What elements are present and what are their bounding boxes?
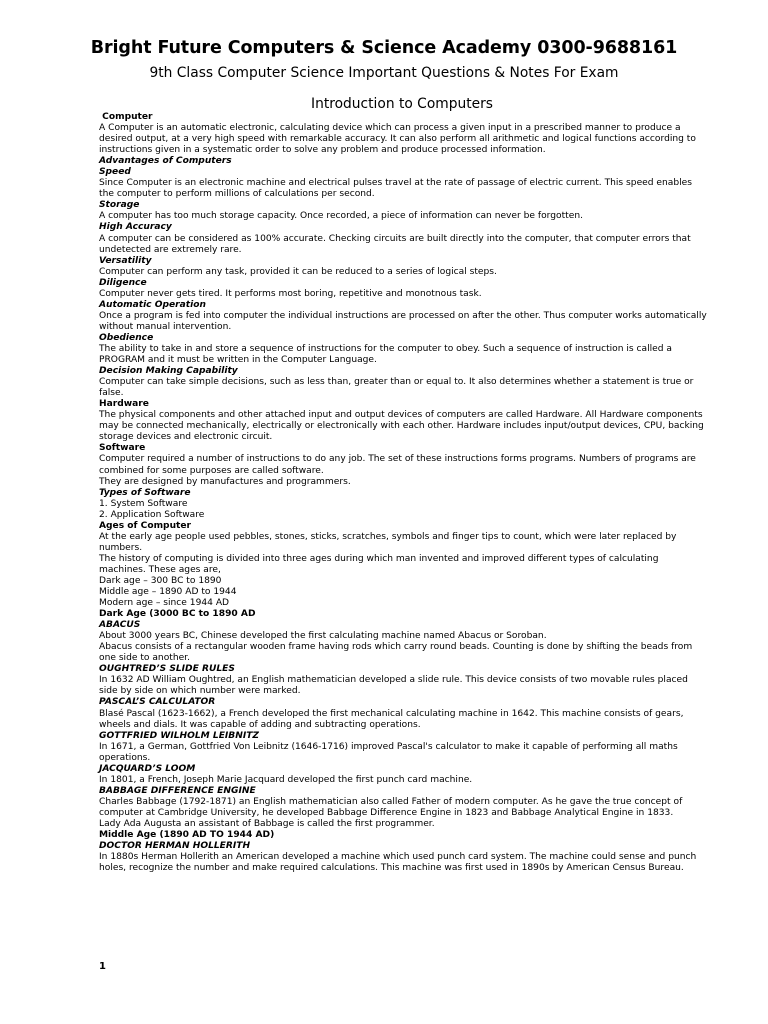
document-subtitle: 9th Class Computer Science Important Questions & Notes For Exam: [149, 65, 619, 81]
paragraph: Since Computer is an electronic machine and electrical pulses travel at the rate of passage of electric current. This speed enables the computer to perform millions of calculations per second.: [99, 178, 692, 200]
list-item: Dark age – 300 BC to 1890: [99, 575, 222, 586]
paragraph: In 1632 AD William Oughtred, an English mathematician developed a slide rule. This device consists of two movable rules placed side by side on which number were marked.: [99, 675, 688, 697]
paragraph: Charles Babbage (1792-1871) an English mathematician also called Father of modern computer. As he gave the true concept of computer at Cambridge University, he developed Babbage Difference Engine in 1823 and Babbage Analytical Engine in 1833.: [99, 796, 683, 818]
paragraph: Blasé Pascal (1623-1662), a French developed the first mechanical calculating machine in 1642. This machine consists of gears, wheels and dials. It was capable of adding and subtracting operations.: [99, 708, 684, 730]
paragraph: Computer required a number of instructions to do any job. The set of these instructions forms programs. Numbers of programs are combined for some purposes are called software.: [99, 454, 696, 476]
subheading: OUGHTRED’S SLIDE RULES: [99, 664, 235, 675]
paragraph: Abacus consists of a rectangular wooden frame having rods which carry round beads. Counting is done by shifting the beads from one side to another.: [99, 642, 693, 664]
heading: Software: [99, 443, 146, 454]
academy-header: Bright Future Computers & Science Academy 0300-9688161: [90, 38, 678, 58]
paragraph: A Computer is an automatic electronic, calculating device which can process a given input in a prescribed manner to produce a desired output, at a very high speed with remarkable accuracy. It can also perform all arithmetic and logical functions according to instructions given in a systematic order to solve any problem and produce processed information.: [99, 123, 696, 156]
list-item: 2. Application Software: [99, 509, 205, 520]
heading: Middle Age (1890 AD TO 1944 AD): [99, 830, 275, 841]
paragraph: Computer never gets tired. It performs most boring, repetitive and monotnous task.: [99, 288, 482, 299]
paragraph: The physical components and other attached input and output devices of computers are called Hardware. All Hardware components may be connected mechanically, electrically or electronically with each other. Hardware includes input/output devices, CPU, backing storage devices and electronic circuit.: [99, 410, 704, 443]
heading: Computer: [99, 112, 153, 122]
subheading: Advantages of Computers: [99, 156, 232, 167]
heading: Hardware: [99, 399, 149, 410]
heading: Dark Age (3000 BC to 1890 AD: [99, 609, 256, 620]
paragraph: A computer can be considered as 100% accurate. Checking circuits are built directly into the computer, that computer errors that undetected are extremely rare.: [99, 233, 691, 255]
page-number: 1: [99, 961, 106, 972]
subheading: PASCAL’S CALCULATOR: [99, 697, 216, 708]
paragraph: Lady Ada Augusta an assistant of Babbage is called the first programmer.: [99, 819, 435, 829]
paragraph: They are designed by manufactures and programmers.: [99, 476, 351, 487]
subheading: Automatic Operation: [99, 299, 206, 310]
subheading: Obedience: [99, 332, 154, 343]
notes-content: [99, 112, 707, 874]
paragraph: Computer can perform any task, provided it can be reduced to a series of logical steps.: [99, 266, 497, 277]
chapter-title: Introduction to Computers: [311, 96, 493, 112]
subheading: High Accuracy: [99, 222, 172, 233]
subheading: Diligence: [99, 277, 147, 288]
paragraph: In 1801, a French, Joseph Marie Jacquard developed the first punch card machine.: [99, 774, 473, 785]
subheading: Types of Software: [99, 487, 191, 498]
paragraph: Computer can take simple decisions, such as less than, greater than or equal to. It also determines whether a statement is true or false.: [99, 377, 694, 399]
subheading: BABBAGE DIFFERENCE ENGINE: [99, 785, 256, 796]
paragraph: Once a program is fed into computer the individual instructions are processed on after the other. Thus computer works automatically without manual intervention.: [99, 310, 707, 332]
subheading: Storage: [99, 200, 140, 211]
subheading: ABACUS: [99, 620, 141, 631]
list-item: 1. System Software: [99, 498, 188, 509]
subheading: DOCTOR HERMAN HOLLERITH: [99, 841, 251, 852]
subheading: GOTTFRIED WILHOLM LEIBNITZ: [99, 730, 260, 741]
paragraph: In 1671, a German, Gottfried Von Leibnitz (1646-1716) improved Pascal's calculator to make it capable of performing all maths operations.: [99, 741, 678, 763]
list-item: Middle age – 1890 AD to 1944: [99, 587, 237, 598]
list-item: Modern age – since 1944 AD: [99, 598, 230, 609]
subheading: Speed: [99, 167, 131, 178]
paragraph: In 1880s Herman Hollerith an American developed a machine which used punch card system. The machine could sense and punch holes, recognize the number and make required calculations. This machine was first used in 1890s by American Census Bureau.: [99, 852, 697, 874]
paragraph: The ability to take in and store a sequence of instructions for the computer to obey. Such a sequence of instruction is called a PROGRAM and it must be written in the Computer Language.: [99, 343, 673, 366]
paragraph: The history of computing is divided into three ages during which man invented and improved different types of calculating machines. These ages are,: [99, 553, 659, 575]
subheading: Decision Making Capability: [99, 366, 238, 377]
paragraph: A computer has too much storage capacity. Once recorded, a piece of information can never be forgotten.: [99, 211, 583, 222]
subheading: Versatility: [99, 255, 152, 266]
subheading: JACQUARD’S LOOM: [99, 763, 196, 774]
paragraph: About 3000 years BC, Chinese developed the first calculating machine named Abacus or Soroban.: [99, 631, 547, 642]
paragraph: At the early age people used pebbles, stones, sticks, scratches, symbols and finger tips to count, which were later replaced by numbers.: [99, 531, 677, 553]
heading: Ages of Computer: [99, 520, 192, 531]
